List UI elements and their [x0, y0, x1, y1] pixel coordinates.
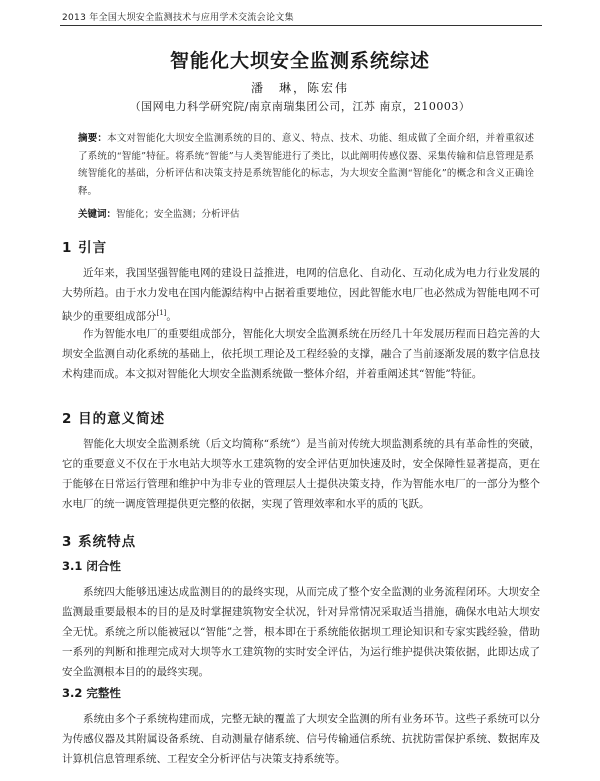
paragraph-end: 。: [166, 310, 177, 323]
subsection-heading-3-1: 3.1 闭合性: [62, 559, 121, 573]
section-3-2-paragraph: 系统由多个子系统构建而成，完整无缺的覆盖了大坝安全监测的所有业务环节。这些子系统可以分为传感仪器及其附属设备系统、自动测量存储系统、信号传输通信系统、抗扰防雷保护系统、数据库及计算机信息管理系统、工程安全分析评估与决策支持系统等。: [62, 713, 540, 765]
keywords-label: 关键词：: [78, 209, 117, 220]
section-heading-1: 1 引言: [62, 240, 108, 256]
header-divider: [60, 25, 542, 26]
paper-authors: 潘 琳，陈宏伟: [250, 81, 349, 95]
section-1-paragraph-1: [62, 263, 540, 327]
abstract: [78, 130, 534, 200]
keywords-text: 智能化；安全监测；分析评估: [116, 209, 240, 220]
keywords: [78, 206, 534, 220]
section-3-1-paragraph: 系统四大能够迅速达成监测目的的最终实现，从而完成了整个安全监测的业务流程闭环。大坝安全监测最重要最根本的目的是及时掌握建筑物安全状况，针对异常情况采取适当措施，确保水电站大坝安全无忧。系统之所以能被冠以“智能”之誉，根本即在于系统能依据坝工理论知识和专家实践经验，借助一系列的判断和推理完成对大坝等水工建筑物的实时安全评估，为运行维护提供决策依据，此即达成了安全监测根本目的的最终实现。: [62, 586, 540, 678]
section-1-paragraph-2: 作为智能水电厂的重要组成部分，智能化大坝安全监测系统在历经几十年发展历程而日趋完善的大坝安全监测自动化系统的基础上，依托坝工理论及工程经验的支撑，融合了当前逐渐发展的数字信息技术构建而成。本文拟对智能化大坝安全监测系统做一整体介绍，并着重阐述其“智能”特征。: [62, 328, 540, 380]
abstract-text: 本文对智能化大坝安全监测系统的目的、意义、特点、技术、功能、组成做了全面介绍，并着重叙述了系统的“智能”特征。将系统“智能”与人类智能进行了类比，以此阐明传感仪器、采集传输和信息管理是系统智能化的基础，分析评估和决策支持是系统智能化的标志，为大坝安全监测“智能化”的概念和含义正确诠释。: [78, 133, 534, 197]
citation-ref: [1]: [156, 309, 167, 317]
paragraph-text: 近年来，我国坚强智能电网的建设日益推进，电网的信息化、自动化、互动化成为电力行业发展的大势所趋。由于水力发电在国内能源结构中占据着重要地位，因此智能水电厂也必然成为智能电网不可缺少的重要组成部分: [62, 267, 540, 323]
paper-title: 智能化大坝安全监测系统综述: [169, 50, 430, 72]
section-heading-3: 3 系统特点: [62, 534, 137, 550]
section-heading-2: 2 目的意义简述: [62, 411, 166, 427]
subsection-heading-3-2: 3.2 完整性: [62, 686, 121, 700]
section-2-paragraph-1: 智能化大坝安全监测系统（后文均简称“系统”）是当前对传统大坝监测系统的具有革命性的突破，它的重要意义不仅在于水电站大坝等水工建筑物的安全评估更加快速及时，安全保障性显著提高，更在于能够在日常运行管理和维护中为非专业的管理层人士提供决策支持，作为智能水电厂的一部分为整个水电厂的统一调度管理提供更完整的依据，实现了管理效率和水平的质的飞跃。: [62, 438, 540, 510]
running-head: 2013 年全国大坝安全监测技术与应用学术交流会论文集: [62, 13, 294, 23]
abstract-label: 摘要：: [78, 133, 108, 144]
paper-affiliation: （国网电力科学研究院/南京南瑞集团公司，江苏 南京，210003）: [129, 100, 471, 113]
